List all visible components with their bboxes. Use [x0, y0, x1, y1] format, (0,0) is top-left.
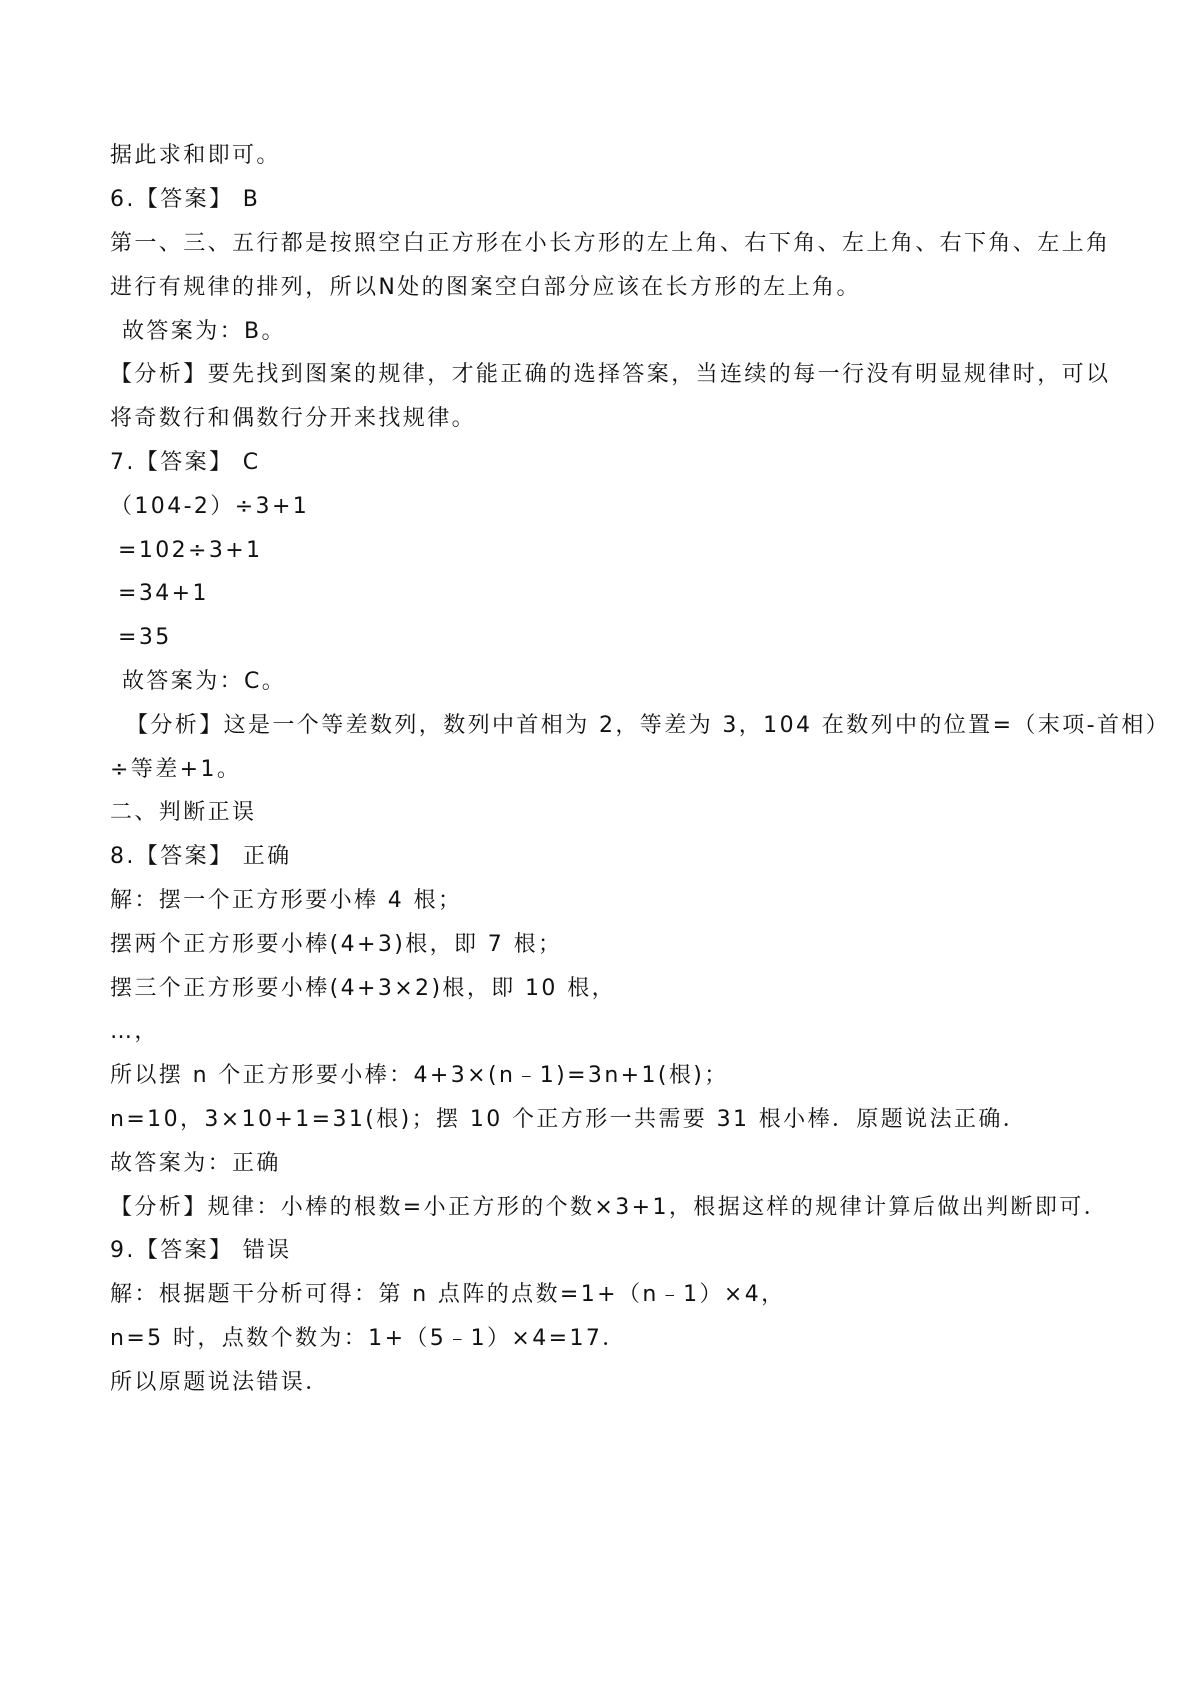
math-line: =34+1	[118, 581, 209, 606]
text-line: 第一、三、五行都是按照空白正方形在小长方形的左上角、右下角、左上角、右下角、左上角	[110, 231, 1111, 256]
text-line: 故答案为：B。	[122, 319, 286, 344]
text-line: 将奇数行和偶数行分开来找规律。	[110, 406, 477, 431]
text-line: 进行有规律的排列，所以N处的图案空白部分应该在长方形的左上角。	[110, 275, 861, 300]
text-line: 摆三个正方形要小棒(4+3×2)根，即 10 根，	[110, 976, 617, 1001]
text-line: 故答案为：C。	[122, 669, 287, 694]
math-line: =35	[118, 625, 172, 650]
text-line: 所以原题说法错误．	[110, 1370, 330, 1395]
text-line: n=5 时，点数个数为：1+（5﹣1）×4=17．	[110, 1326, 627, 1351]
text-line: 解：根据题干分析可得：第 n 点阵的点数=1+（n﹣1）×4，	[110, 1282, 786, 1307]
text-line: 所以摆 n 个正方形要小棒：4+3×(n﹣1)=3n+1(根)；	[110, 1063, 729, 1088]
math-line: （104-2）÷3+1	[110, 494, 310, 519]
analysis-line: 【分析】要先找到图案的规律，才能正确的选择答案，当连续的每一行没有明显规律时，可以	[110, 362, 1111, 387]
text-line: …，	[110, 1019, 159, 1044]
text-line: 故答案为：正确	[110, 1151, 281, 1176]
text-line: 摆两个正方形要小棒(4+3)根，即 7 根；	[110, 932, 563, 957]
text-line: 解：摆一个正方形要小棒 4 根；	[110, 888, 463, 913]
text-line: n=10，3×10+1=31(根)；摆 10 个正方形一共需要 31 根小棒．原题说法正确．	[110, 1107, 1028, 1132]
text-line: 据此求和即可。	[110, 143, 281, 168]
answer-heading-6: 6.【答案】 B	[110, 187, 261, 212]
section-heading: 二、判断正误	[110, 800, 257, 825]
answer-heading-7: 7.【答案】 C	[110, 450, 261, 475]
analysis-line: 【分析】这是一个等差数列，数列中首相为 2，等差为 3，104 在数列中的位置=（末项-首相）	[126, 713, 1171, 738]
math-line: =102÷3+1	[118, 538, 263, 563]
answer-heading-9: 9.【答案】 错误	[110, 1238, 292, 1263]
analysis-line: 【分析】规律：小棒的根数=小正方形的个数×3+1，根据这样的规律计算后做出判断即可．	[110, 1195, 1109, 1220]
answer-heading-8: 8.【答案】 正确	[110, 844, 292, 869]
text-line: ÷等差+1。	[110, 757, 242, 782]
